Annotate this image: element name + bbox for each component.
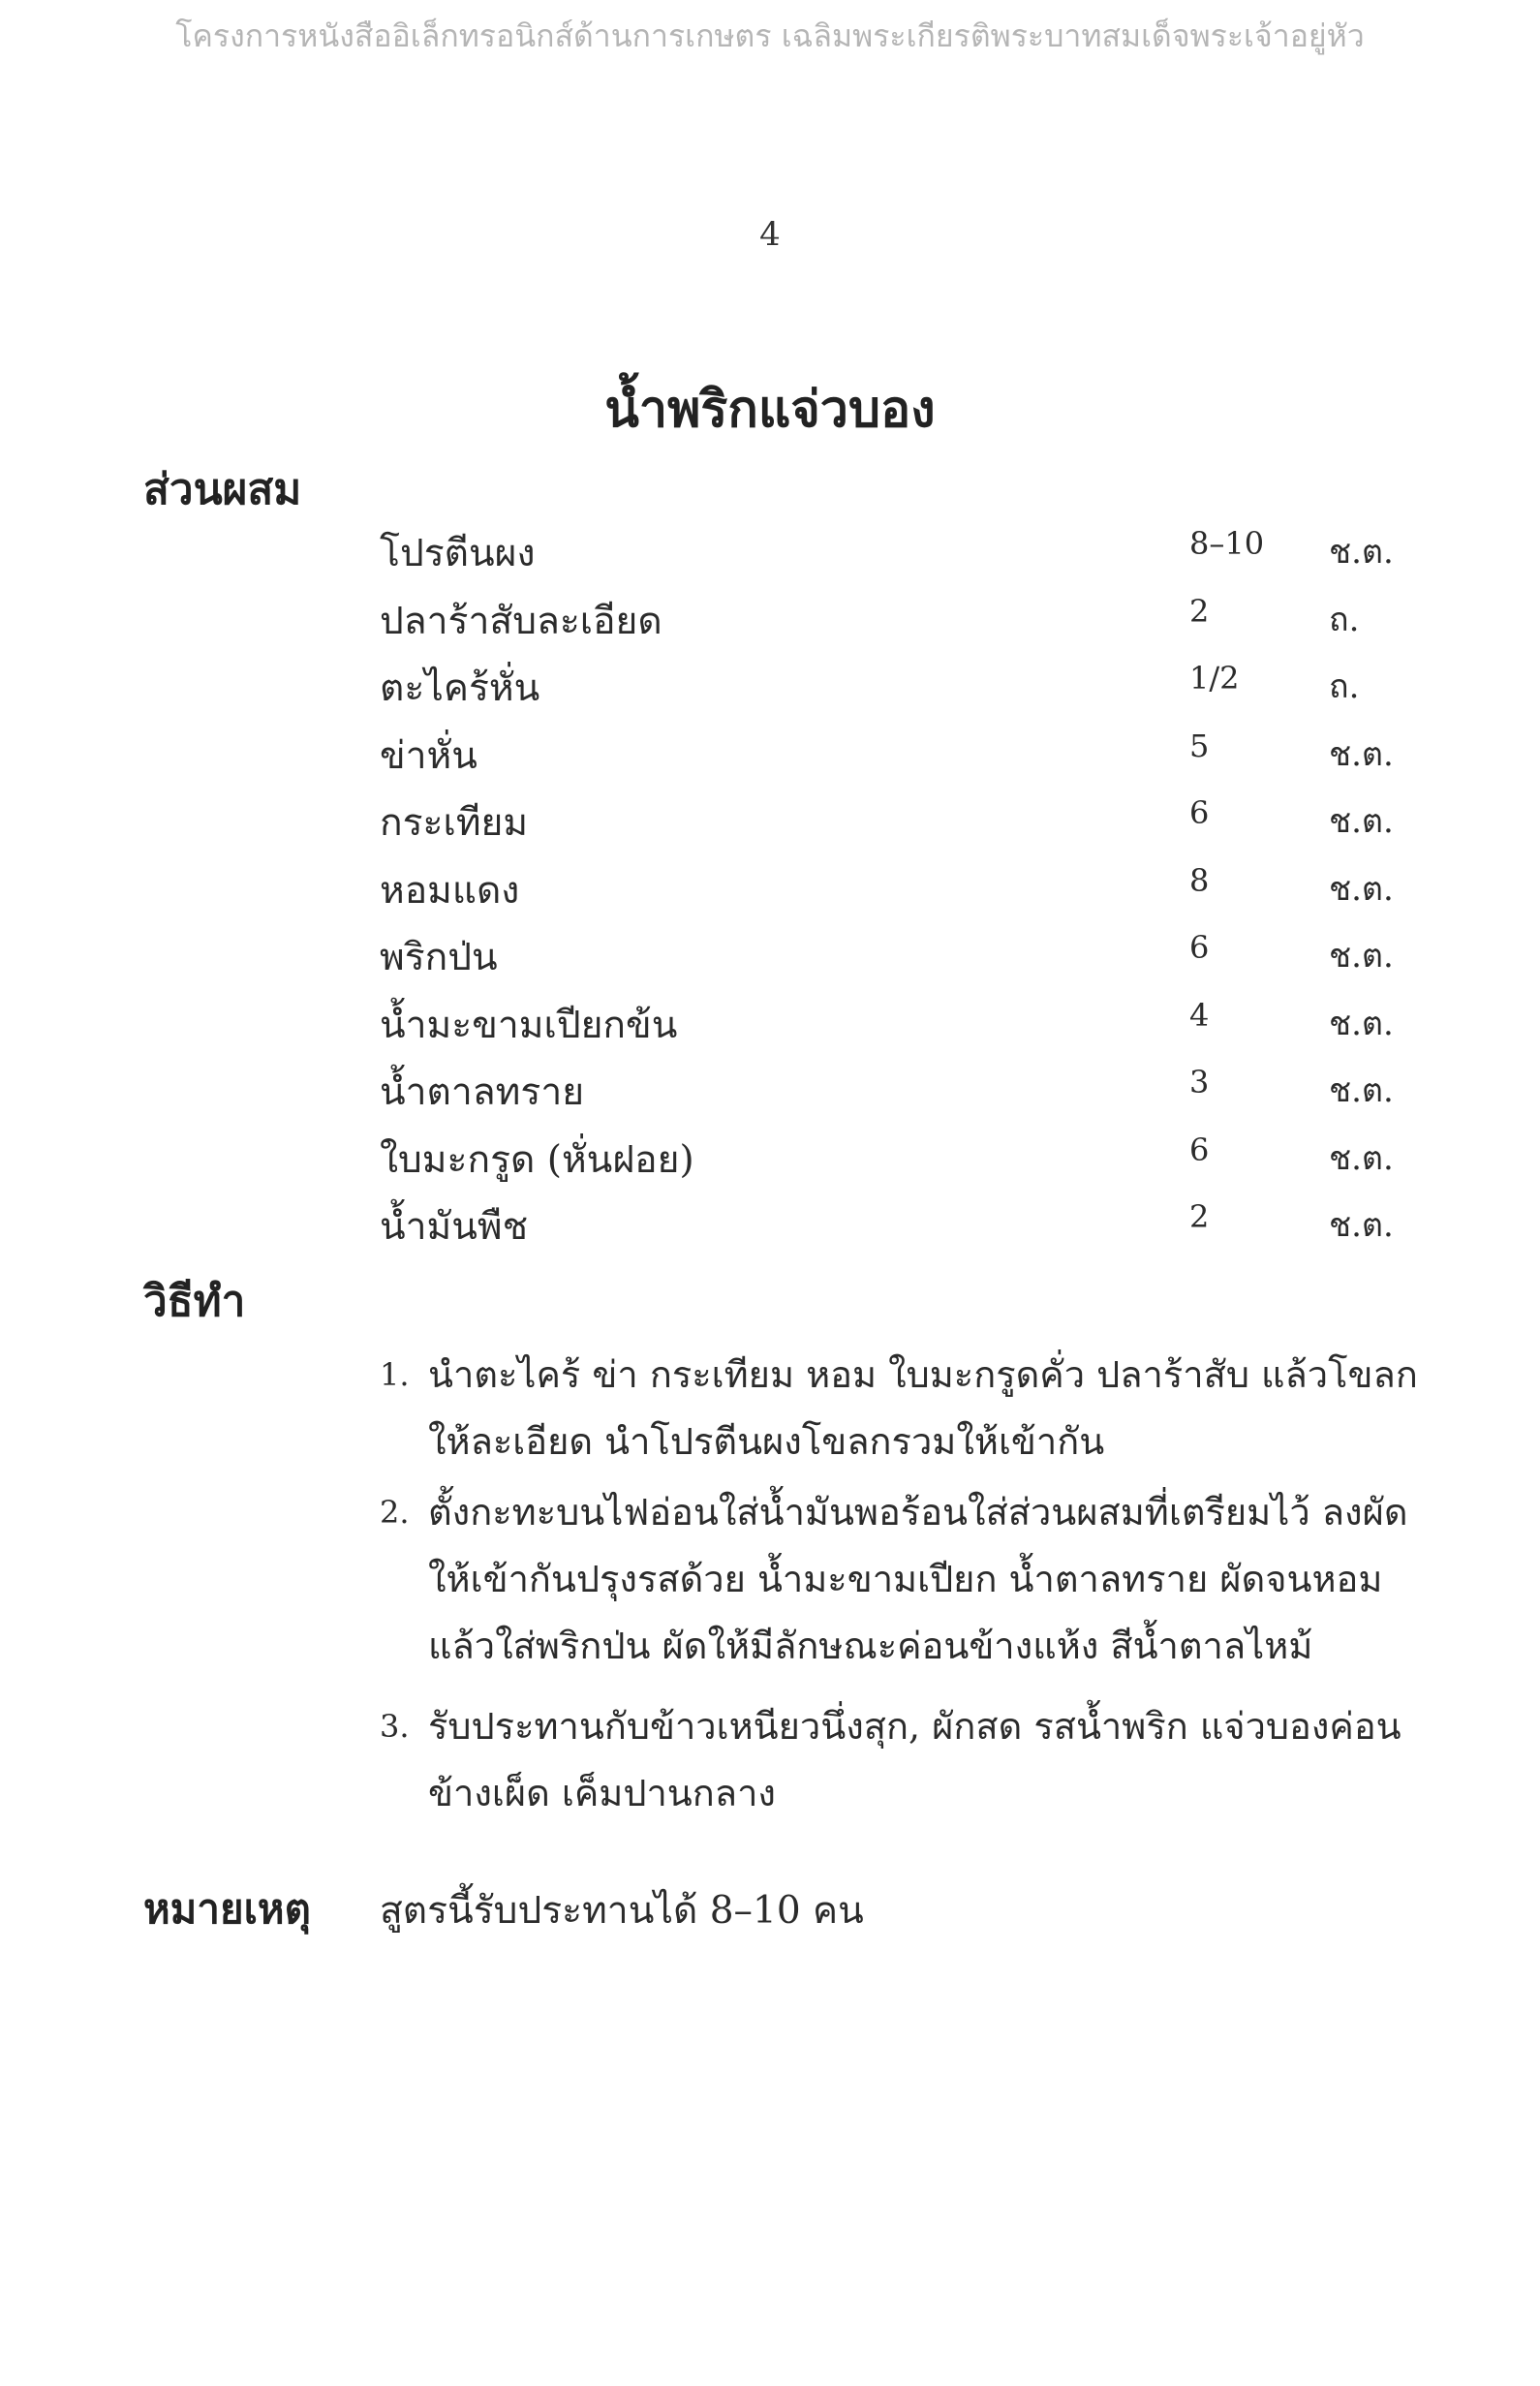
ingredient-name: ปลาร้าสับละเอียด (380, 599, 662, 643)
note-label: หมายเหตุ (143, 1885, 311, 1933)
ingredient-quantity: 8–10 (1189, 525, 1265, 562)
ingredient-quantity: 6 (1189, 929, 1210, 966)
ingredient-row (0, 726, 1540, 793)
ingredient-quantity: 3 (1189, 1064, 1210, 1100)
step-number: 3. (380, 1708, 410, 1745)
ingredient-quantity: 6 (1189, 1131, 1210, 1168)
ingredient-quantity: 5 (1189, 727, 1210, 764)
ingredients-heading: ส่วนผสม (143, 465, 302, 514)
ingredient-row (0, 1196, 1540, 1264)
ingredient-row (0, 591, 1540, 659)
ingredient-row (0, 523, 1540, 591)
note-text: สูตรนี้รับประทานได้ 8–10 คน (380, 1889, 864, 1933)
ingredient-row (0, 792, 1540, 860)
page-number: 4 (759, 215, 781, 254)
recipe-title: น้ำพริกแจ่วบอง (604, 380, 936, 439)
ingredient-unit: ถ. (1329, 600, 1360, 639)
method-step (380, 1693, 1426, 1827)
ingredient-unit: ช.ต. (1329, 734, 1394, 774)
ingredient-row (0, 995, 1540, 1063)
ingredient-name: พริกป่น (380, 936, 498, 979)
step-number: 1. (380, 1356, 410, 1393)
ingredient-unit: ช.ต. (1329, 1206, 1394, 1245)
ingredient-unit: ถ. (1329, 667, 1360, 706)
method-step (380, 1479, 1426, 1680)
ingredient-row (0, 1130, 1540, 1197)
step-number: 2. (380, 1494, 410, 1531)
ingredient-name: น้ำตาลทราย (380, 1070, 585, 1114)
ingredient-name: ใบมะกรูด (หั่นฝอย) (380, 1137, 694, 1182)
ingredient-quantity: 2 (1189, 592, 1210, 630)
ingredient-unit: ช.ต. (1329, 937, 1394, 976)
ingredient-quantity: 6 (1189, 794, 1210, 831)
ingredient-unit: ช.ต. (1329, 802, 1394, 841)
method-step (380, 1342, 1426, 1475)
ingredient-name: น้ำมันพืช (380, 1205, 529, 1249)
page-header: โครงการหนังสืออิเล็กทรอนิกส์ด้านการเกษตร เฉลิมพระเกียรติพระบาทสมเด็จพระเจ้าอยู่หัว (175, 17, 1365, 54)
ingredient-name: ตะไคร้หั่น (380, 666, 540, 710)
ingredient-unit: ช.ต. (1329, 1004, 1394, 1043)
ingredient-unit: ช.ต. (1329, 869, 1394, 909)
ingredient-name: หอมแดง (380, 868, 520, 913)
ingredient-row (0, 927, 1540, 995)
ingredient-name: ข่าหั่น (380, 733, 477, 778)
step-text: รับประทานกับข้าวเหนียวนึ่งสุก, ผักสด รสน้ำพริก แจ่วบองค่อนข้างเผ็ด เค็มปานกลาง (428, 1705, 1401, 1814)
ingredient-name: น้ำมะขามเปียกข้น (380, 1003, 678, 1047)
ingredient-name: โปรตีนผง (380, 532, 536, 575)
ingredient-name: กระเทียม (380, 801, 529, 845)
ingredient-quantity: 1/2 (1189, 660, 1240, 697)
ingredient-unit: ช.ต. (1329, 1071, 1394, 1110)
step-text: นำตะไคร้ ข่า กระเทียม หอม ใบมะกรูดคั่ว ปลาร้าสับ แล้วโขลกให้ละเอียด นำโปรตีนผงโขลกรวมให้เข้ากัน (428, 1353, 1418, 1463)
ingredient-quantity: 8 (1189, 861, 1210, 899)
ingredient-quantity: 4 (1189, 996, 1210, 1034)
ingredient-unit: ช.ต. (1329, 533, 1394, 572)
ingredient-unit: ช.ต. (1329, 1138, 1394, 1178)
method-steps (380, 1342, 1426, 1831)
step-text: ตั้งกะทะบนไฟอ่อนใส่น้ำมันพอร้อนใส่ส่วนผสมที่เตรียมไว้ ลงผัดให้เข้ากันปรุงรสด้วย น้ำมะขามเปียก น้ำตาลทราย ผัดจนหอมแล้วใส่พริกป่น ผัดให้มีลักษณะค่อนข้างแห้ง สีน้ำตาลไหม้ (428, 1491, 1408, 1667)
ingredient-quantity: 2 (1189, 1198, 1210, 1235)
ingredient-row (0, 658, 1540, 726)
method-heading: วิธีทำ (143, 1277, 246, 1326)
ingredient-row (0, 860, 1540, 928)
recipe-note (143, 1877, 1402, 1941)
ingredient-row (0, 1062, 1540, 1130)
ingredients-list (0, 523, 1540, 1264)
